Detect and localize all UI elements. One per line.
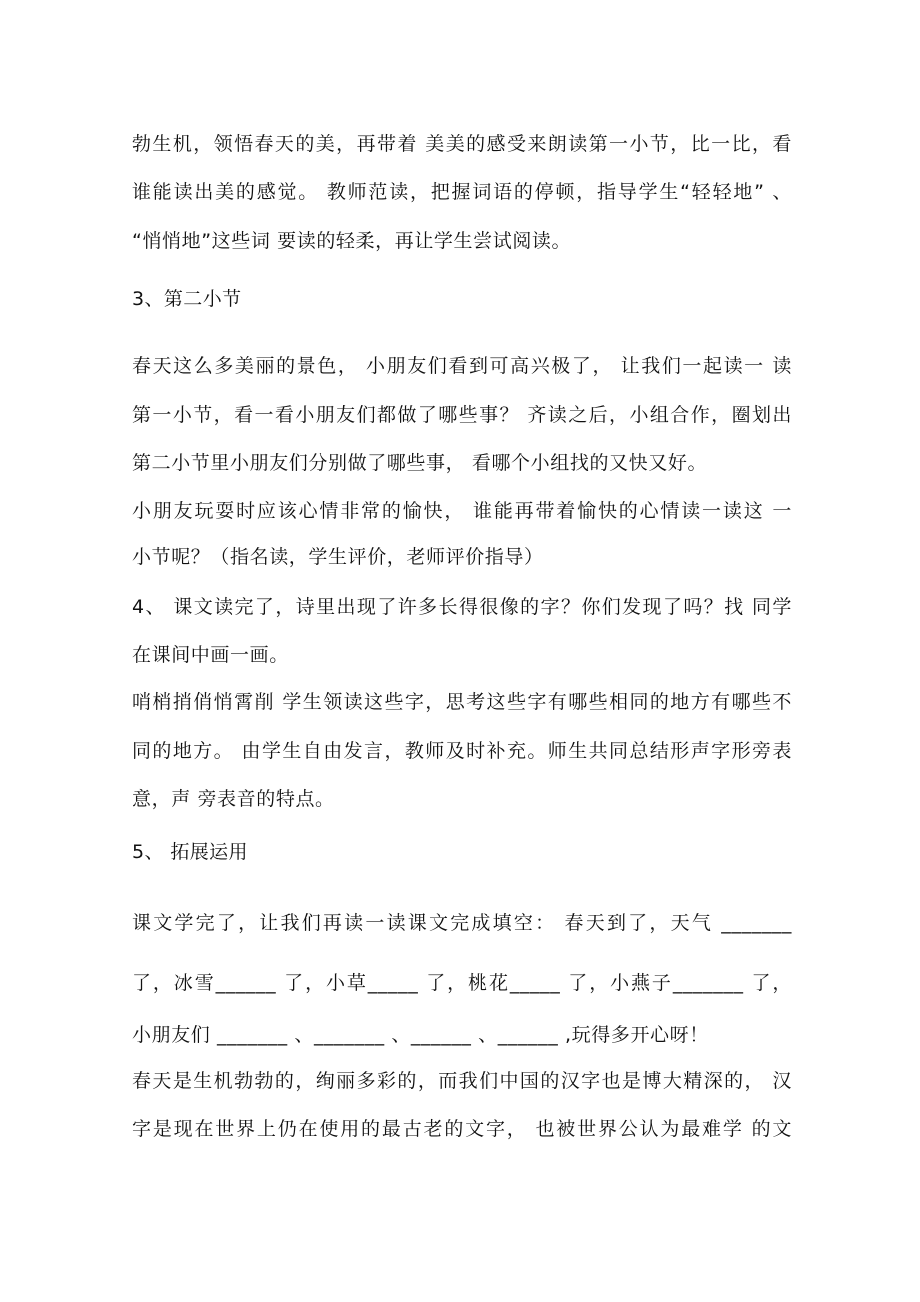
section-heading-3: 3、第二小节 <box>132 288 242 310</box>
text-line-6: 第一小节，看一看小朋友们都做了哪些事？ 齐读之后，小组合作，圈划出 <box>132 404 792 426</box>
text-line-8: 小朋友玩耍时应该心情非常的愉快， 谁能再带着愉快的心情读一读这 一 <box>132 500 792 522</box>
text-line-12: 哨梢捎俏悄霄削 学生领读这些字，思考这些字有哪些相同的地方有哪些不 <box>132 691 792 713</box>
text-line-3: “悄悄地”这些词 要读的轻柔，再让学生尝试阅读。 <box>132 230 572 252</box>
fill-in-line-2: 了，冰雪______ 了，小草_____ 了，桃花_____ 了，小燕子_______ 了， <box>132 972 792 994</box>
section-heading-5: 5、 拓展运用 <box>132 841 248 863</box>
text-line-5: 春天这么多美丽的景色， 小朋友们看到可高兴极了， 让我们一起读一 读 <box>132 355 792 377</box>
text-line-9: 小节呢？（指名读，学生评价，老师评价指导） <box>132 546 544 568</box>
section-heading-4: 4、 课文读完了，诗里出现了许多长得很像的字？你们发现了吗？找 同学 <box>132 596 792 618</box>
text-line-1: 勃生机，领悟春天的美，再带着 美美的感受来朗读第一小节，比一比，看 <box>132 133 792 155</box>
text-line-11: 在课间中画一画。 <box>132 644 289 666</box>
text-line-20: 字是现在世界上仍在使用的最古老的文字， 也被世界公认为最难学 的文 <box>132 1118 792 1140</box>
text-line-2: 谁能读出美的感觉。 教师范读，把握词语的停顿，指导学生“轻轻地” 、 <box>132 181 792 203</box>
text-line-13: 同的地方。 由学生自由发言，教师及时补充。师生共同总结形声字形旁表 <box>132 740 792 762</box>
text-line-19: 春天是生机勃勃的，绚丽多彩的，而我们中国的汉字也是博大精深的， 汉 <box>132 1070 792 1092</box>
text-line-14: 意，声 旁表音的特点。 <box>132 788 335 810</box>
text-line-7: 第二小节里小朋友们分别做了哪些事， 看哪个小组找的又快又好。 <box>132 452 708 474</box>
fill-in-line-3: 小朋友们 _______ 、_______ 、______ 、______ ,玩得多开心呀！ <box>132 1024 709 1046</box>
fill-in-line-1: 课文学完了，让我们再读一读课文完成填空： 春天到了，天气 _______ <box>132 912 792 934</box>
